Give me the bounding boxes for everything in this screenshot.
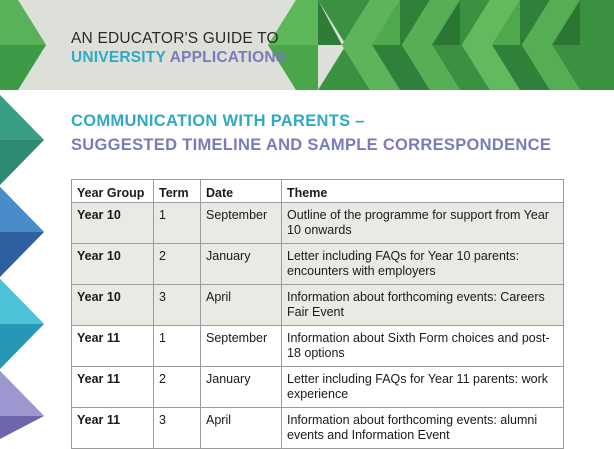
cell-year-group: Year 11 (72, 408, 154, 449)
cell-year-group: Year 11 (72, 367, 154, 408)
header-date: Date (201, 180, 282, 203)
table-header-row (72, 180, 564, 203)
table-row (72, 408, 564, 449)
guide-title-line2 (71, 48, 286, 67)
cell-date: April (201, 408, 282, 449)
cell-year-group: Year 11 (72, 326, 154, 367)
cell-year-group: Year 10 (72, 244, 154, 285)
table-row (72, 367, 564, 408)
guide-title-applications: APPLICATIONS (169, 49, 287, 66)
side-chevron-decoration (0, 90, 46, 439)
section-heading (71, 109, 551, 157)
header-term: Term (154, 180, 201, 203)
cell-term: 3 (154, 285, 201, 326)
cell-year-group: Year 10 (72, 203, 154, 244)
cell-term: 3 (154, 408, 201, 449)
cell-theme: Letter including FAQs for Year 10 parents: encounters with employers (282, 244, 564, 285)
cell-term: 2 (154, 367, 201, 408)
section-heading-line1: COMMUNICATION WITH PARENTS – (71, 112, 365, 130)
cell-theme: Information about forthcoming events: Careers Fair Event (282, 285, 564, 326)
guide-title-line1: AN EDUCATOR'S GUIDE TO (71, 30, 279, 47)
cell-date: January (201, 367, 282, 408)
page-header (0, 0, 614, 90)
cell-year-group: Year 10 (72, 285, 154, 326)
cell-term: 1 (154, 326, 201, 367)
cell-term: 1 (154, 203, 201, 244)
cell-term: 2 (154, 244, 201, 285)
cell-date: January (201, 244, 282, 285)
header-theme: Theme (282, 180, 564, 203)
cell-date: September (201, 326, 282, 367)
timeline-table (71, 179, 564, 449)
cell-date: April (201, 285, 282, 326)
cell-theme: Information about Sixth Form choices and post-18 options (282, 326, 564, 367)
guide-title (71, 29, 286, 67)
table-row (72, 244, 564, 285)
section-heading-line2: SUGGESTED TIMELINE AND SAMPLE CORRESPONDENCE (71, 136, 552, 154)
table-row (72, 203, 564, 244)
table-row (72, 285, 564, 326)
cell-theme: Outline of the programme for support from Year 10 onwards (282, 203, 564, 244)
cell-theme: Letter including FAQs for Year 11 parents: work experience (282, 367, 564, 408)
cell-date: September (201, 203, 282, 244)
cell-theme: Information about forthcoming events: alumni events and Information Event (282, 408, 564, 449)
header-year-group: Year Group (72, 180, 154, 203)
guide-title-university: UNIVERSITY (71, 49, 166, 66)
table-row (72, 326, 564, 367)
